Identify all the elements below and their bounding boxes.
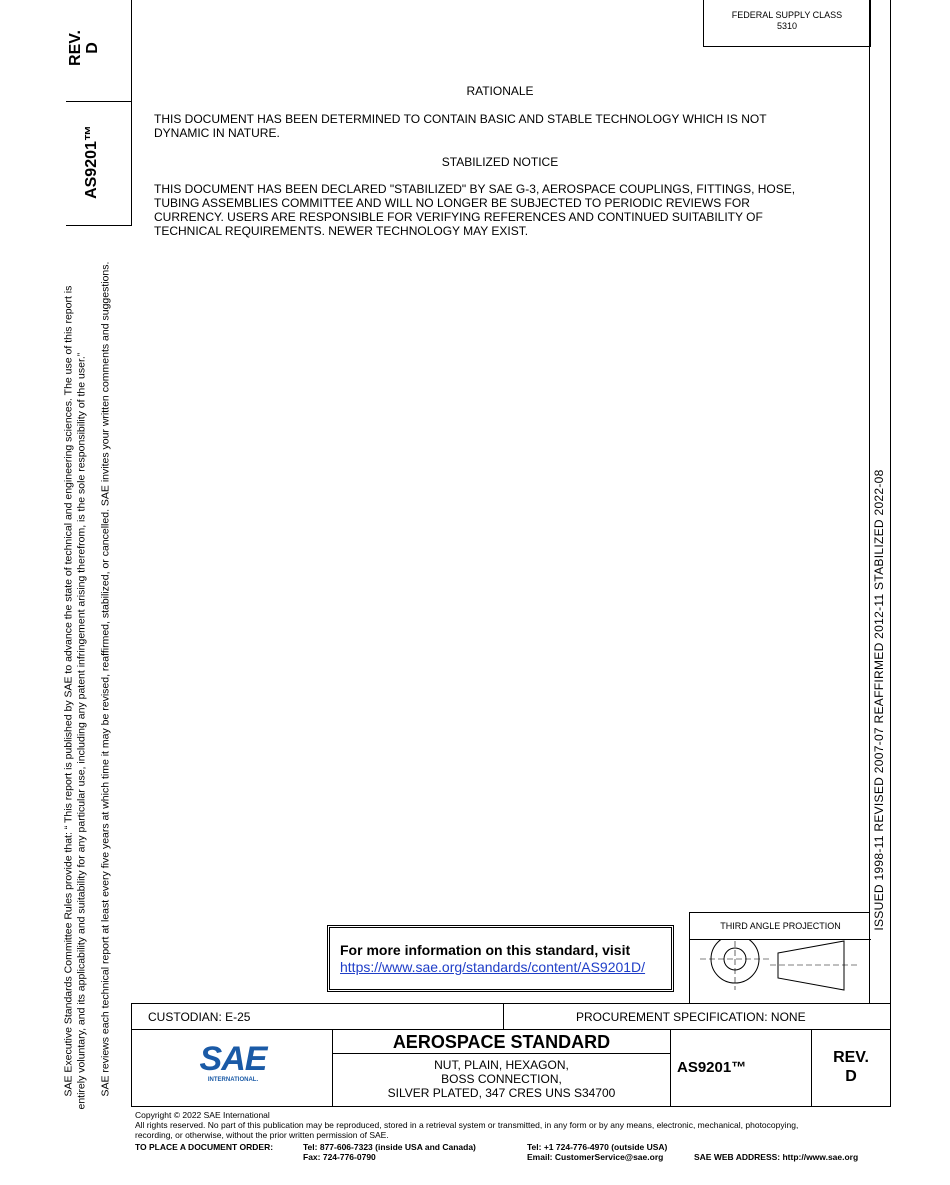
doc-number-cell <box>670 1029 812 1107</box>
more-info-title: For more information on this standard, visit <box>340 942 631 958</box>
standard-link[interactable]: https://www.sae.org/standards/content/AS9201D/ <box>340 959 646 975</box>
description-cell <box>332 1053 671 1107</box>
more-info-box <box>327 925 674 992</box>
rationale-body: THIS DOCUMENT HAS BEEN DETERMINED TO CONTAIN BASIC AND STABLE TECHNOLOGY WHICH IS NOT DYNAMIC IN NATURE. <box>154 112 767 140</box>
rev-label-bottom: REV. <box>833 1049 869 1066</box>
review-note: SAE reviews each technical report at least every five years at which time it may be revised, reaffirmed, stabilized, or cancelled. SAE invites your written comments and suggestions. <box>99 261 112 1097</box>
rev-value: D <box>84 42 101 54</box>
email[interactable]: Email: CustomerService@sae.org <box>527 1152 664 1162</box>
doc-number-vertical: AS9201™ <box>83 125 100 199</box>
description-text: NUT, PLAIN, HEXAGON, BOSS CONNECTION, SILVER PLATED, 347 CRES UNS S34700 <box>387 1058 616 1100</box>
fsc-value: 5310 <box>776 21 798 31</box>
standard-type-cell <box>332 1029 671 1054</box>
sae-logo <box>197 1040 269 1087</box>
copyright-text: Copyright © 2022 SAE International <box>135 1110 270 1120</box>
rev-vertical <box>67 8 103 88</box>
rights-text-2: recording, or otherwise, without the prior written permission of SAE. <box>135 1130 389 1140</box>
stabilized-heading: STABILIZED NOTICE <box>441 155 559 169</box>
custodian-text: CUSTODIAN: E-25 <box>148 1010 251 1024</box>
projection-box <box>689 912 870 1004</box>
footer <box>135 1110 895 1140</box>
rationale-heading: RATIONALE <box>466 84 534 98</box>
fax: Fax: 724-776-0790 <box>303 1152 376 1162</box>
order-contacts-usa <box>303 1142 476 1162</box>
tel-outside: Tel: +1 724-776-4970 (outside USA) <box>527 1142 668 1152</box>
projection-label: THIRD ANGLE PROJECTION <box>690 913 871 940</box>
federal-supply-class-box <box>703 0 871 47</box>
procurement-cell <box>503 1003 891 1030</box>
procurement-text: PROCUREMENT SPECIFICATION: NONE <box>576 1010 806 1024</box>
committee-note-line1: SAE Executive Standards Committee Rules provide that: “ This report is published by SAE to advance the state of technical and engineering sciences. The use of this report is <box>62 285 75 1097</box>
fsc-label: FEDERAL SUPPLY CLASS <box>731 10 843 20</box>
doc-number: AS9201™ <box>677 1059 747 1076</box>
rights-text-1: All rights reserved. No part of this publication may be reproduced, stored in a retrieval system or transmitted, in any form or by any means, electronic, mechanical, photocopying, <box>135 1120 799 1130</box>
rev-value-bottom: D <box>845 1068 857 1085</box>
sae-logo-subtext: INTERNATIONAL. <box>207 1077 259 1083</box>
order-label: TO PLACE A DOCUMENT ORDER: <box>135 1142 274 1152</box>
rev-block <box>812 1048 890 1086</box>
order-contacts-outside <box>527 1142 667 1162</box>
committee-note-line2: entirely voluntary, and its applicability and suitability for any particular use, including any patent infringement arising therefrom, is the sole responsibility of the user.” <box>75 352 88 1110</box>
web-address[interactable]: SAE WEB ADDRESS: http://www.sae.org <box>694 1152 859 1162</box>
logo-cell <box>131 1029 333 1107</box>
stabilized-body: THIS DOCUMENT HAS BEEN DECLARED "STABILIZED" BY SAE G-3, AEROSPACE COUPLINGS, FITTINGS, HOSE, TUBING ASSEMBLIES COMMITTEE AND WILL NO LONGER BE SUBJECTED TO PERIODIC REVIEWS FOR CURRENCY. USERS ARE RESPONSIBLE FOR VERIFYING REFERENCES AND CONTINUED SUITABILITY OF TECHNICAL REQUIREMENTS. NEWER TECHNOLOGY MAY EXIST. <box>154 182 796 238</box>
rev-cell <box>811 1029 891 1107</box>
history-text: ISSUED 1998-11 REVISED 2007-07 REAFFIRMED 2012-11 STABILIZED 2022-08 <box>872 469 886 931</box>
third-angle-projection-symbol <box>690 940 871 1004</box>
tel-usa: Tel: 877-606-7323 (inside USA and Canada) <box>303 1142 476 1152</box>
custodian-cell <box>131 1003 504 1030</box>
standard-type-title: AEROSPACE STANDARD <box>392 1032 611 1052</box>
sae-logo-text: SAE <box>199 1040 267 1078</box>
rev-label: REV. <box>67 30 84 66</box>
